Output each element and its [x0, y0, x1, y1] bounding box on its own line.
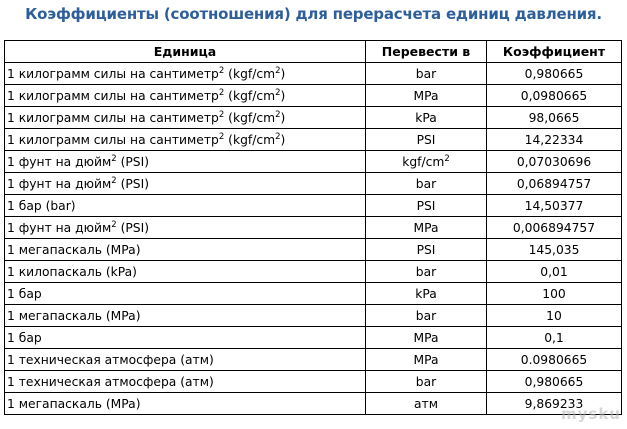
- cell-coefficient: 0.0980665: [487, 349, 622, 371]
- unit-superscript-2: 2: [275, 65, 281, 76]
- unit-text: 1 бар: [7, 286, 42, 301]
- cell-unit: [5, 283, 366, 305]
- cell-convert-to: [366, 173, 487, 195]
- unit-text: 1 бар (bar): [7, 198, 76, 213]
- cell-convert-to: [366, 217, 487, 239]
- unit-superscript: 2: [111, 219, 117, 230]
- table-row: [5, 239, 622, 261]
- cell-convert-to: [366, 239, 487, 261]
- convert-to-text: PSI: [416, 198, 436, 213]
- unit-text: 1 килограмм силы на сантиметр: [7, 132, 219, 147]
- table-row: [5, 151, 622, 173]
- cell-unit: [5, 107, 366, 129]
- convert-to-text: kPa: [415, 286, 437, 301]
- unit-text: 1 килограмм силы на сантиметр: [7, 66, 219, 81]
- unit-tail: (PSI): [116, 176, 150, 191]
- cell-unit: [5, 305, 366, 327]
- cell-convert-to: [366, 85, 487, 107]
- cell-coefficient: 0,980665: [487, 371, 622, 393]
- unit-tail: (PSI): [116, 220, 150, 235]
- convert-to-text: bar: [415, 264, 437, 279]
- unit-end: ): [280, 132, 286, 147]
- cell-unit: [5, 195, 366, 217]
- cell-coefficient: 0,980665: [487, 63, 622, 85]
- unit-end: ): [280, 110, 286, 125]
- cell-coefficient: 0,006894757: [487, 217, 622, 239]
- unit-superscript: 2: [218, 65, 225, 76]
- cell-coefficient: 0,07030696: [487, 151, 622, 173]
- convert-to-text: MPa: [413, 220, 439, 235]
- cell-coefficient: 10: [487, 305, 622, 327]
- table-row: [5, 217, 622, 239]
- unit-superscript: 2: [218, 87, 225, 98]
- cell-coefficient: 14,22334: [487, 129, 622, 151]
- convert-to-text: PSI: [416, 132, 436, 147]
- header-coefficient: Коэффициент: [487, 41, 622, 63]
- table-row: [5, 305, 622, 327]
- convert-to-text: MPa: [413, 88, 439, 103]
- table-row: [5, 261, 622, 283]
- table-header-row: [5, 41, 622, 63]
- table-row: [5, 129, 622, 151]
- cell-convert-to: [366, 151, 487, 173]
- header-convert-to: Перевести в: [366, 41, 487, 63]
- cell-unit: [5, 151, 366, 173]
- convert-to-text: bar: [415, 374, 437, 389]
- cell-coefficient: 14,50377: [487, 195, 622, 217]
- convert-to-text: MPa: [413, 330, 439, 345]
- cell-convert-to: [366, 195, 487, 217]
- conversion-table: [4, 40, 622, 415]
- cell-convert-to: [366, 327, 487, 349]
- unit-text: 1 техническая атмосфера (атм): [7, 374, 214, 389]
- cell-unit: [5, 261, 366, 283]
- unit-end: ): [280, 66, 286, 81]
- cell-coefficient: 145,035: [487, 239, 622, 261]
- unit-text: 1 фунт на дюйм: [7, 154, 112, 169]
- table-row: [5, 63, 622, 85]
- cell-coefficient: 9,869233: [487, 393, 622, 415]
- unit-text: 1 мегапаскаль (MPa): [7, 242, 141, 257]
- convert-to-text: bar: [415, 176, 437, 191]
- unit-end: ): [280, 88, 286, 103]
- table-row: [5, 393, 622, 415]
- unit-text: 1 килопаскаль (kPa): [7, 264, 137, 279]
- unit-tail: (PSI): [116, 154, 150, 169]
- table-row: [5, 283, 622, 305]
- table-row: [5, 349, 622, 371]
- unit-text: 1 килограмм силы на сантиметр: [7, 88, 219, 103]
- convert-to-superscript: 2: [444, 153, 450, 164]
- table-row: [5, 195, 622, 217]
- unit-text: 1 мегапаскаль (MPa): [7, 396, 141, 411]
- cell-coefficient: 0,01: [487, 261, 622, 283]
- unit-tail: (kgf/cm: [224, 88, 276, 103]
- cell-unit: [5, 217, 366, 239]
- unit-text: 1 техническая атмосфера (атм): [7, 352, 214, 367]
- unit-tail: (kgf/cm: [224, 110, 276, 125]
- page-title: Коэффициенты (соотношения) для перерасчета единиц давления.: [25, 5, 602, 23]
- unit-superscript-2: 2: [275, 131, 281, 142]
- header-unit: Единица: [5, 41, 366, 63]
- cell-unit: [5, 349, 366, 371]
- unit-text: 1 бар: [7, 330, 42, 345]
- cell-coefficient: 0,1: [487, 327, 622, 349]
- unit-text: 1 фунт на дюйм: [7, 220, 112, 235]
- unit-text: 1 фунт на дюйм: [7, 176, 112, 191]
- unit-superscript: 2: [218, 131, 225, 142]
- cell-unit: [5, 393, 366, 415]
- unit-superscript: 2: [111, 175, 117, 186]
- cell-coefficient: 100: [487, 283, 622, 305]
- cell-convert-to: [366, 107, 487, 129]
- cell-unit: [5, 63, 366, 85]
- convert-to-text: bar: [415, 66, 437, 81]
- cell-coefficient: 98,0665: [487, 107, 622, 129]
- unit-text: 1 мегапаскаль (MPa): [7, 308, 141, 323]
- cell-coefficient: 0,0980665: [487, 85, 622, 107]
- unit-text: 1 килограмм силы на сантиметр: [7, 110, 219, 125]
- cell-convert-to: [366, 63, 487, 85]
- unit-superscript-2: 2: [275, 109, 281, 120]
- convert-to-text: kgf/cm: [402, 154, 445, 169]
- cell-convert-to: [366, 305, 487, 327]
- cell-unit: [5, 129, 366, 151]
- watermark-logo: mysku: [561, 405, 621, 423]
- cell-convert-to: [366, 283, 487, 305]
- table-row: [5, 327, 622, 349]
- table-row: [5, 371, 622, 393]
- cell-unit: [5, 85, 366, 107]
- cell-unit: [5, 173, 366, 195]
- cell-convert-to: [366, 349, 487, 371]
- convert-to-text: MPa: [413, 352, 439, 367]
- cell-coefficient: 0,06894757: [487, 173, 622, 195]
- unit-tail: (kgf/cm: [224, 66, 276, 81]
- cell-convert-to: [366, 393, 487, 415]
- cell-unit: [5, 239, 366, 261]
- convert-to-text: bar: [415, 308, 437, 323]
- table-row: [5, 85, 622, 107]
- cell-unit: [5, 327, 366, 349]
- cell-convert-to: [366, 261, 487, 283]
- cell-convert-to: [366, 371, 487, 393]
- convert-to-text: атм: [414, 396, 438, 411]
- unit-superscript-2: 2: [275, 87, 281, 98]
- convert-to-text: kPa: [415, 110, 437, 125]
- cell-unit: [5, 371, 366, 393]
- unit-superscript: 2: [111, 153, 117, 164]
- unit-superscript: 2: [218, 109, 225, 120]
- cell-convert-to: [366, 129, 487, 151]
- unit-tail: (kgf/cm: [224, 132, 276, 147]
- table-row: [5, 107, 622, 129]
- convert-to-text: PSI: [416, 242, 436, 257]
- table-row: [5, 173, 622, 195]
